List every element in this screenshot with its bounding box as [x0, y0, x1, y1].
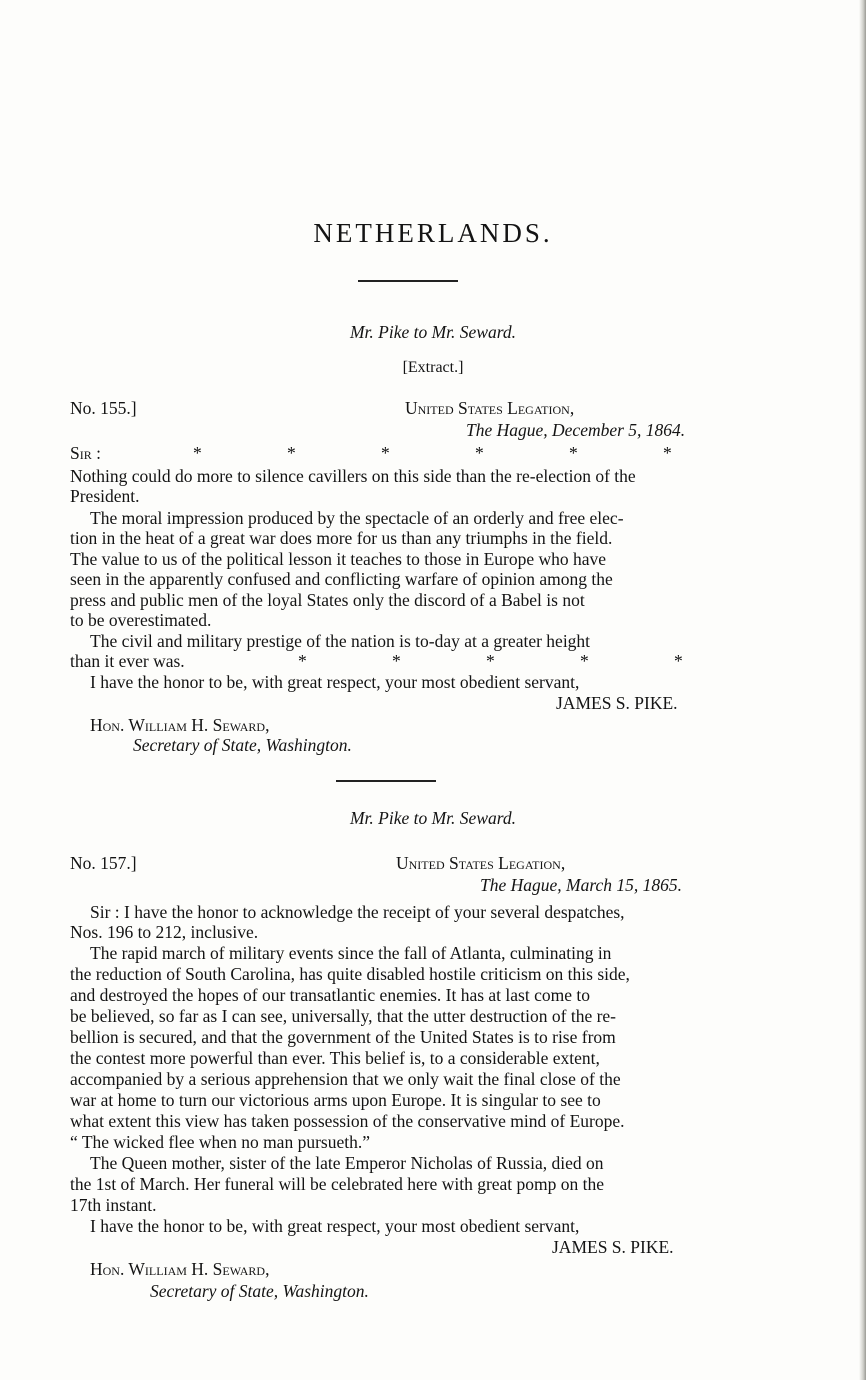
- letter1-signature: JAMES S. PIKE.: [556, 693, 678, 713]
- body-line: press and public men of the loyal States only the discord of a Babel is not: [70, 590, 585, 610]
- star: *: [569, 443, 578, 463]
- section-rule: [336, 780, 436, 782]
- star: *: [392, 651, 401, 671]
- body-line: I have the honor to be, with great respect, your most obedient servant,: [90, 672, 580, 692]
- letter2-number: No. 157.]: [70, 853, 137, 873]
- body-line: President.: [70, 486, 140, 506]
- letter2-place-date: The Hague, March 15, 1865.: [480, 875, 683, 895]
- body-line: tion in the heat of a great war does more for us than any triumphs in the field.: [70, 528, 613, 548]
- body-line: The civil and military prestige of the nation is to-day at a greater height: [90, 631, 591, 651]
- letter1-title: Mr. Pike to Mr. Seward.: [349, 322, 517, 342]
- star: *: [381, 443, 390, 463]
- letter1-salutation: Sir :: [70, 443, 101, 463]
- letter1-closing-stars: [298, 651, 866, 672]
- body-line: what extent this view has taken possession of the conservative mind of Europe.: [70, 1111, 625, 1131]
- star: *: [287, 443, 296, 463]
- body-line: than it ever was.: [70, 651, 185, 671]
- letter2-signature: JAMES S. PIKE.: [552, 1237, 674, 1257]
- body-line: be believed, so far as I can see, universally, that the utter destruction of the re-: [70, 1006, 617, 1026]
- page-heading: NETHERLANDS.: [313, 218, 553, 248]
- letter1-extract-note: [Extract.]: [402, 359, 464, 376]
- letter2-addressee: Hon. William H. Seward,: [90, 1259, 270, 1279]
- star: *: [580, 651, 589, 671]
- body-line: seen in the apparently confused and conflicting warfare of opinion among the: [70, 569, 613, 589]
- body-line: The value to us of the political lesson it teaches to those in Europe who have: [70, 549, 607, 569]
- body-line: Nothing could do more to silence cavillers on this side than the re-election of the: [70, 466, 636, 486]
- letter2-legation: United States Legation,: [396, 853, 566, 873]
- star: *: [298, 651, 307, 671]
- body-line: I have the honor to be, with great respect, your most obedient servant,: [90, 1216, 580, 1236]
- body-line: bellion is secured, and that the government of the United States is to rise from: [70, 1027, 616, 1047]
- star: *: [475, 443, 484, 463]
- body-line: war at home to turn our victorious arms upon Europe. It is singular to see to: [70, 1090, 601, 1110]
- star: *: [674, 651, 683, 671]
- body-line: the contest more powerful than ever. This belief is, to a considerable extent,: [70, 1048, 600, 1068]
- body-line: The rapid march of military events since the fall of Atlanta, culminating in: [90, 943, 612, 963]
- letter2-title: Mr. Pike to Mr. Seward.: [349, 808, 517, 828]
- heading-rule: [358, 280, 458, 282]
- star: *: [486, 651, 495, 671]
- star: *: [193, 443, 202, 463]
- letter2-addressee-title: Secretary of State, Washington.: [150, 1281, 369, 1301]
- body-line: The Queen mother, sister of the late Emperor Nicholas of Russia, died on: [90, 1153, 604, 1173]
- body-line: Nos. 196 to 212, inclusive.: [70, 922, 259, 942]
- body-line: The moral impression produced by the spectacle of an orderly and free elec-: [90, 508, 624, 528]
- body-line: to be overestimated.: [70, 610, 212, 630]
- body-line: accompanied by a serious apprehension that we only wait the final close of the: [70, 1069, 621, 1089]
- letter1-place-date: The Hague, December 5, 1864.: [466, 420, 686, 440]
- body-line: “ The wicked flee when no man pursueth.”: [70, 1132, 370, 1152]
- body-line: the 1st of March. Her funeral will be celebrated here with great pomp on the: [70, 1174, 605, 1194]
- letter1-addressee-title: Secretary of State, Washington.: [133, 735, 352, 755]
- star: *: [663, 443, 672, 463]
- letter1-ellipsis-stars: [193, 443, 866, 464]
- body-line: Sir : I have the honor to acknowledge the receipt of your several despatches,: [90, 902, 625, 922]
- letter1-legation: United States Legation,: [405, 398, 575, 418]
- body-line: the reduction of South Carolina, has quite disabled hostile criticism on this side,: [70, 964, 630, 984]
- body-line: and destroyed the hopes of our transatlantic enemies. It has at last come to: [70, 985, 590, 1005]
- letter1-number: No. 155.]: [70, 398, 137, 418]
- body-line: 17th instant.: [70, 1195, 157, 1215]
- letter1-addressee: Hon. William H. Seward,: [90, 715, 270, 735]
